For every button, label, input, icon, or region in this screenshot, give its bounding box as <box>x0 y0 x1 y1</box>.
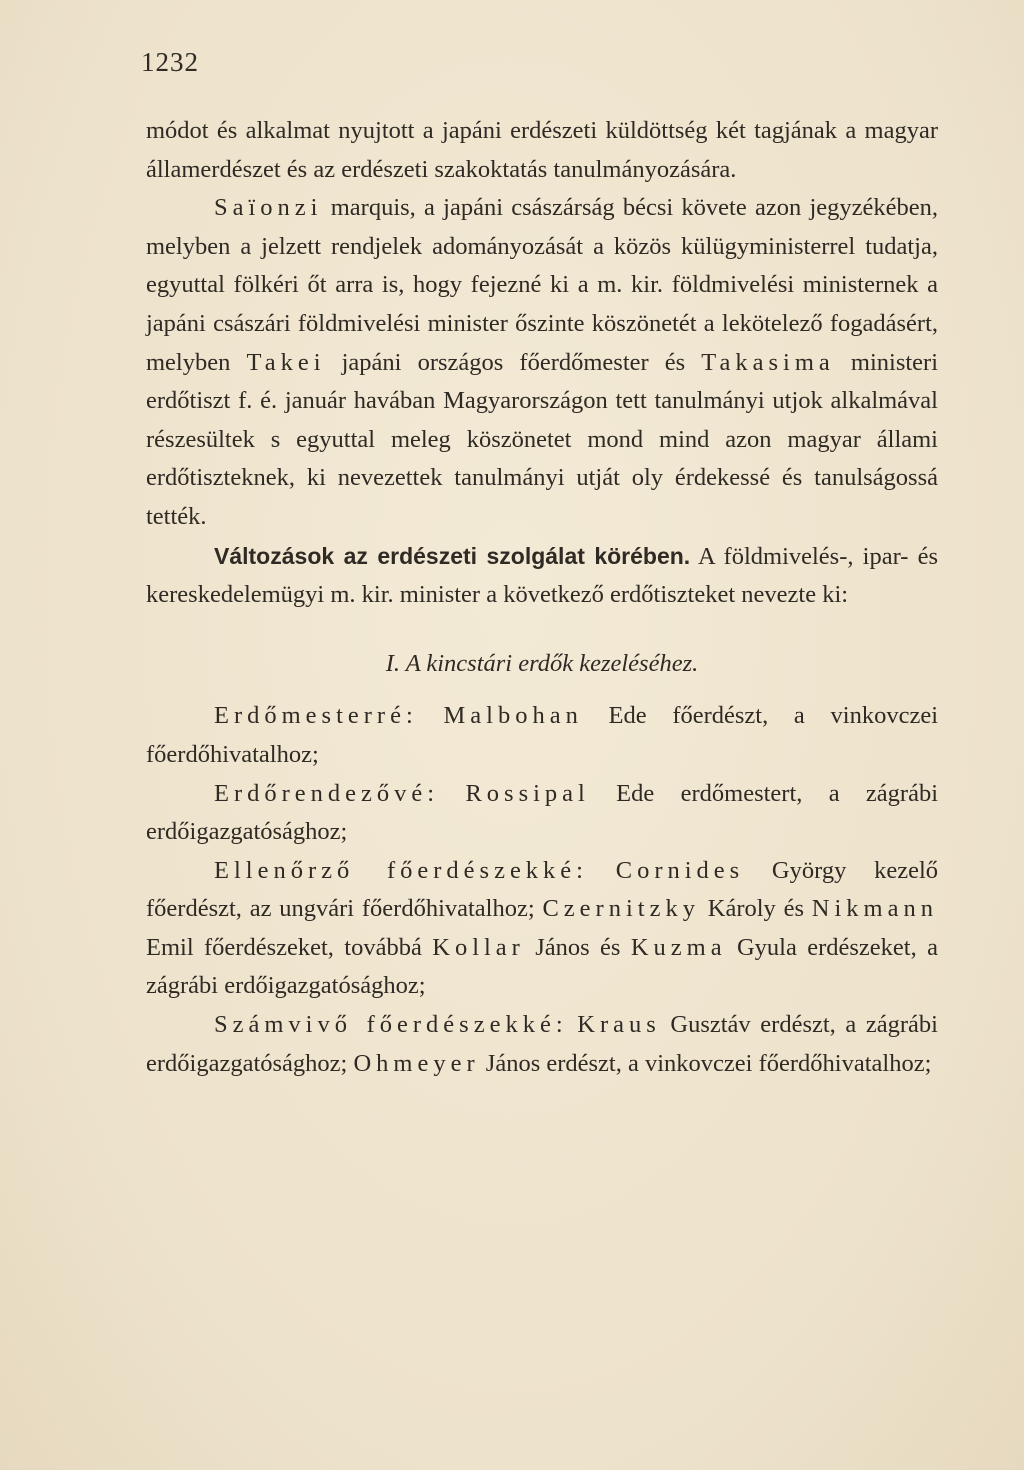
person-name: Nikmann <box>811 895 938 923</box>
entry-text: Ede erdőmestert, a zágrábi erdőigazgatósághoz; <box>146 779 939 846</box>
person-name: Kollar <box>432 933 525 961</box>
entry-szamvivo <box>146 1006 938 1083</box>
entry-ellenorzo <box>146 852 938 1006</box>
entry-text: Gyula erdészeket, a zágrábi erdőigazgatósághoz; <box>146 933 938 1000</box>
role-label: Erdőmesterré: <box>214 702 418 730</box>
entry-erdorendezo <box>146 775 938 852</box>
person-name: Kuzma <box>630 933 727 961</box>
bold-heading: Változások az erdészeti szolgálat körében. <box>214 542 691 569</box>
entry-text: János és <box>524 933 631 961</box>
person-name: Saïonzi <box>214 194 323 222</box>
paragraph-text: japáni országos főerdőmester és <box>325 348 702 376</box>
role-label: Erdőrendezővé: <box>214 779 440 807</box>
role-label: Számvivő főerdészekké: <box>214 1011 568 1039</box>
role-label: Ellenőrző főerdészekké: <box>214 856 588 884</box>
entry-text: Gusztáv erdészt, a zágrábi erdőigazgatósághoz; <box>146 1011 938 1077</box>
entry-text: János erdészt, a vinkovczei főerdőhivatalhoz; <box>479 1049 932 1077</box>
person-name: Malbohan <box>443 702 583 730</box>
entry-text: Ede főerdészt, a vinkovczei főerdőhivatalhoz; <box>146 702 938 768</box>
paragraph-text: A földmivelés-, ipar- és kereskedelemügyi m. kir. minister a következő erdőtiszteket nevezte ki: <box>146 542 939 609</box>
person-name: Ohmeyer <box>353 1049 480 1077</box>
paragraph-continuation: módot és alkalmat nyujtott a japáni erdészeti küldöttség két tagjának a magyar államerdészet és az erdészeti szakoktatás tanulmányozására. <box>146 117 938 183</box>
person-name: Kraus <box>577 1011 661 1039</box>
person-name: Rossipal <box>465 779 590 807</box>
person-name: Czernitzky <box>542 895 700 923</box>
entry-text: Emil főerdészeket, továbbá <box>146 933 433 961</box>
section-title: I. A kincstári erdők kezeléséhez. <box>385 649 699 677</box>
page-number: 1232 <box>141 47 199 77</box>
person-name: Takei <box>246 348 326 376</box>
paragraph-changes <box>146 537 938 615</box>
person-name: Cornides <box>615 856 745 884</box>
entry-text: György kezelő főerdészt, az ungvári főerdőhivatalhoz; <box>146 856 938 923</box>
paragraph-text: ministeri erdőtiszt f. é. január havában Magyarországon tett tanulmányi utjok alkalmával részesültek s egyuttal meleg köszönetet mond mind azon magyar állami erdőtiszteknek, ki nevezettek tanulmányi utját oly érdekessé és tanulságossá tették. <box>146 348 938 530</box>
paragraph-text: marquis, a japáni császárság bécsi követe azon jegyzékében, melyben a jelzett rendjelek adományozását a közös külügyministerrel tudatja, egyuttal fölkéri őt arra is, hogy fejezné ki a m. kir. földmivelési ministernek a japáni császári földmivelési minister őszinte köszönetét a lekötelező fogadásért, melyben <box>146 194 938 376</box>
person-name: Takasima <box>701 348 835 376</box>
entry-erdomester <box>146 697 938 774</box>
paragraph-saionzi <box>146 189 938 536</box>
body-text <box>146 112 938 1083</box>
entry-text: Károly és <box>699 895 812 923</box>
